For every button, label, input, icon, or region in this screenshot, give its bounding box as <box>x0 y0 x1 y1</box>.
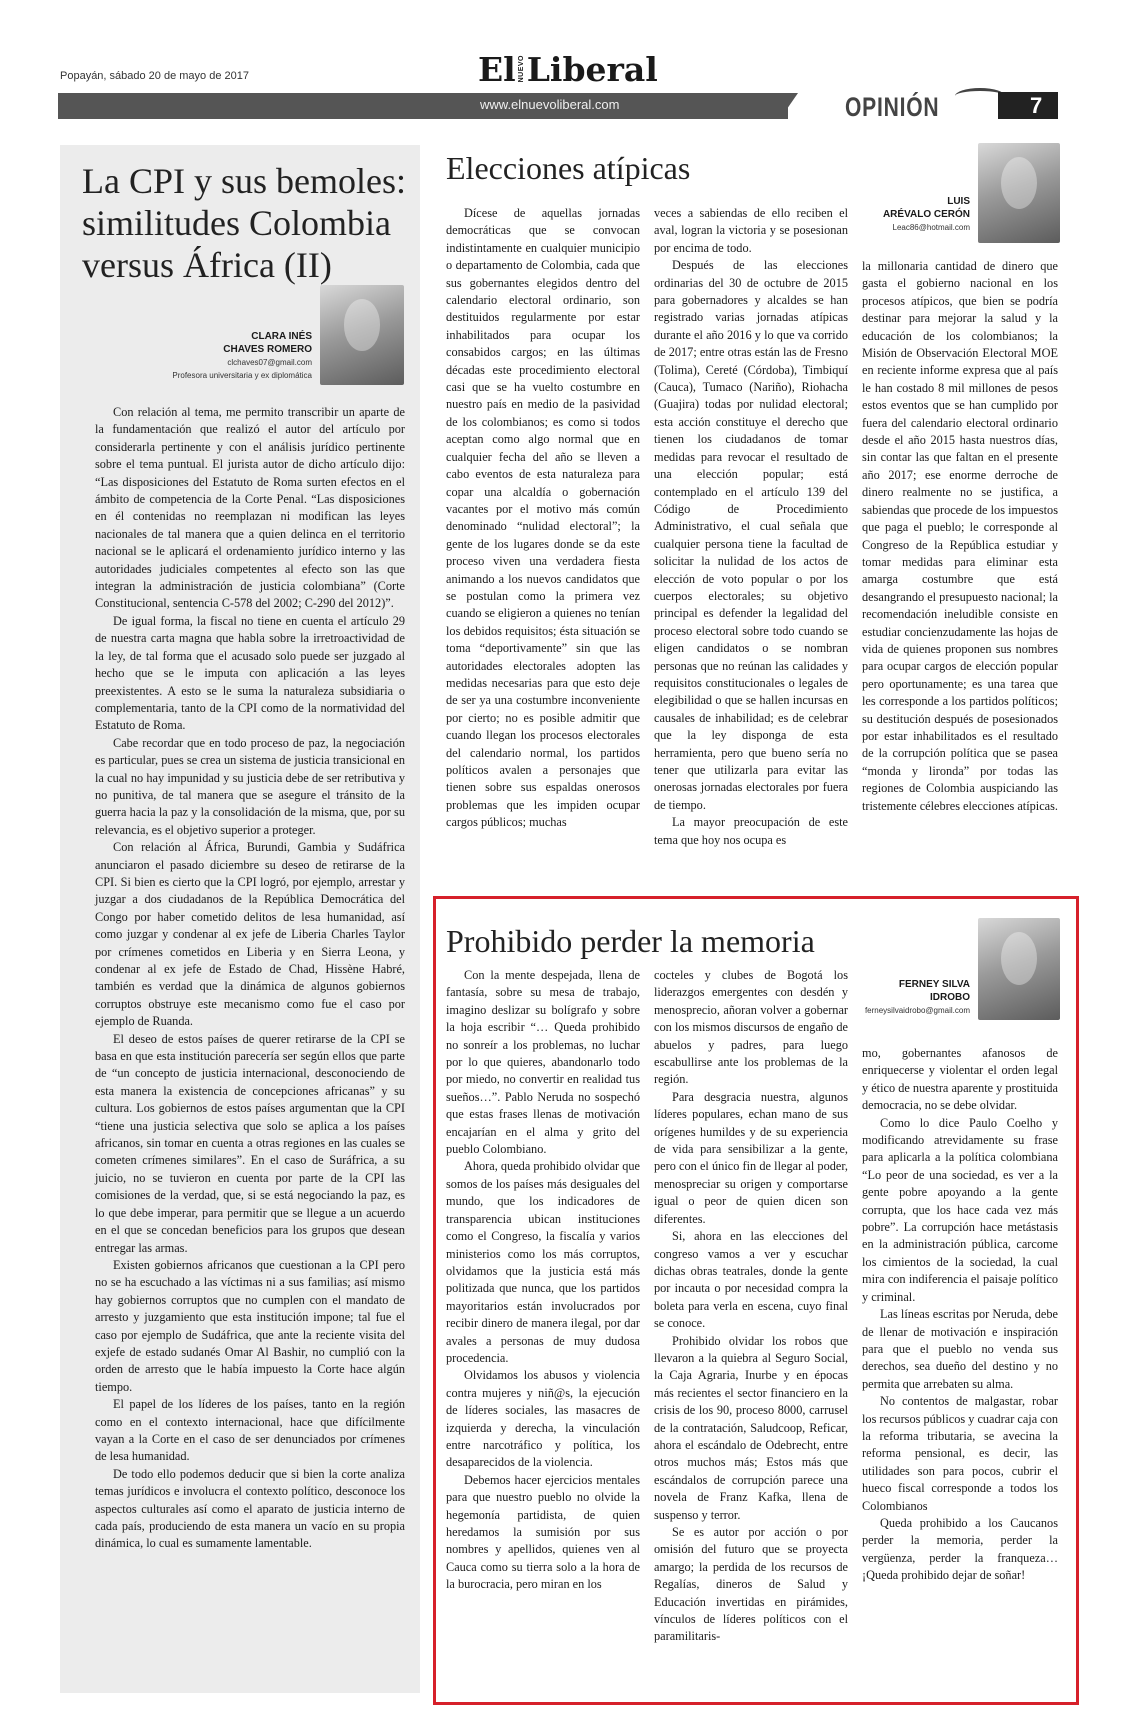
paragraph: Dícese de aquellas jornadas democráticas que se convocan indistintamente en cualquier municipio o departamento de Colombia, cada que sus gobernantes elegidos dentro del calendario electoral ordinario, son destituidos regularmente por estar inhabilitados para ocupar los consabidos cargos; en las últimas décadas este procedimiento electoral casi que se ha vuelto costumbre en nuestro país en medio de la pasividad de los colombianos; es como si todos aceptan como algo normal que en cualquier fecha del año se lleven a cabo eventos de esta naturaleza para copar una alcaldía o gobernación vacantes por el motivo más común denominado “nulidad electoral”; la gente de los lugares donde se da este proceso viven una verdadera fiesta animando a los nuevos candidatos que se postulan como la primera vez cuando se eligieron a quienes no tenían los debidos requisitos; ésta situación se toma “deportivamente” sin que las autoridades electorales adopten las medidas necesarias para que esto deje de ser ya una costumbre inconveniente por cierto; no es posible admitir que cuando llegan los procesos electorales del calendario normal, los partidos políticos avalen a personajes que tienen sobre sus espaldas onerosos problemas que les impiden ocupar cargos públicos; muchas <box>446 206 640 830</box>
paragraph: Si, ahora en las elecciones del congreso vamos a ver y escuchar dichas obras teatrales, donde la gente por incauta o por necesidad compra la boleta para verla en escena, cuyo final se conoce. <box>654 1229 848 1331</box>
author-email: ferneysilvaidrobo@gmail.com <box>864 1006 970 1015</box>
paragraph: Como lo dice Paulo Coelho y modificando atrevidamente su frase para aplicarla a la política colombiana “Lo peor de una sociedad, es ver a la gente pobre apoyando a la gente corrupta, que los hace cada vez más pobre”. La corrupción hace metástasis en la administración pública, carcome los cimientos de la sociedad, la cual mira con indiferencia el paisaje político y criminal. <box>862 1115 1058 1304</box>
author-name-line2: IDROBO <box>930 992 970 1003</box>
paragraph: Prohibido olvidar los robos que llevaron a la quiebra al Seguro Social, la Caja Agraria, Inurbe y en épocas más recientes el sector financiero en la crisis de los 90, proceso 8000, carrusel de la contratación, Saludcoop, Reficar, ahora el escándalo de Odebrecht, entre otros muchos más; Estos más que escándalos de corrupción parece una novela de Franz Kafka, llena de suspenso y terror. <box>654 1333 848 1522</box>
article-title-memoria: Prohibido perder la memoria <box>446 923 815 959</box>
article-body-elecciones-col3 <box>862 258 1058 815</box>
author-photo-ferney <box>978 918 1060 1020</box>
paragraph: Olvidamos los abusos y violencia contra mujeres y niñ@s, la ejecución de líderes sociales, las masacres de izquierda y derecha, la vinculación entre narcotráfico y política, los desaparecidos de la violencia. <box>446 1368 640 1470</box>
article-title-elecciones: Elecciones atípicas <box>446 150 691 186</box>
paragraph: Para desgracia nuestra, algunos líderes populares, echan mano de sus orígenes humildes y de su experiencia de vida para sensibilizar a la gente, pero con el único fin de llegar al poder, menospreciar su origen y comportarse igual o peor de quien dicen son diferentes. <box>654 1089 848 1226</box>
author-role: Profesora universitaria y ex diplomática <box>172 371 312 380</box>
author-email: clchaves07@gmail.com <box>227 358 312 367</box>
paragraph: De todo ello podemos deducir que si bien la corte analiza temas jurídicos e involucra el contexto político, desconoce los aspectos culturales así como el aparato de justicia interno de cada país, produciendo de esta manera un vacío en su propia dinámica, lo cual es sumamente lamentable. <box>95 1466 405 1551</box>
paragraph: El papel de los líderes de los países, tanto en la región como en el contexto internacional, hace que difícilmente vayan a la Corte en el caso de ser denunciados por crímenes de lesa humanidad. <box>95 1397 405 1464</box>
header-bar <box>58 93 788 119</box>
author-byline-luis <box>850 195 970 234</box>
author-photo-luis <box>978 143 1060 243</box>
paragraph: cocteles y clubes de Bogotá los liderazgos emergentes con desdén y menosprecio, añoran volver a gobernar con los mismos discursos de engaño de abuelos y padres, para luego escabullirse ante los problemas de la región. <box>654 968 848 1087</box>
paragraph: La mayor preocupación de este tema que hoy nos ocupa es <box>654 815 848 847</box>
paragraph: No contentos de malgastar, robar los recursos públicos y cuadrar caja con la reforma tributaria, se avecina la reforma pensional, es decir, las utilidades son para pocos, cubrir el hueco fiscal corresponde a todos los Colombianos <box>862 1394 1058 1513</box>
masthead-el: El <box>478 50 516 90</box>
article-body-elecciones-col1 <box>446 205 640 832</box>
paragraph: Debemos hacer ejercicios mentales para que nuestro pueblo no olvide la hegemonía partidista, de quien heredamos la sumisión por sus nombres y apellidos, quienes ven al Cauca como su tierra solo a la hora de la burocracia, pero miran en los <box>446 1472 640 1592</box>
author-name-line2: CHAVES ROMERO <box>223 344 312 355</box>
paragraph: Después de las elecciones ordinarias del 30 de octubre de 2015 para gobernadores y alcaldes se han registrado varias jornadas atípicas durante el año 2016 y lo que va corrido de 2017; entre otras están las de Fresno (Tolima), Cereté (Córdoba), Timbiquí (Cauca), Tumaco (Nariño), Riohacha (Guajira) todas por nulidad electoral; esta acción constituye el derecho que tienen los ciudadanos de tomar medidas para revocar el resultado de una elección popular; está contemplado en el artículo 139 del Código de Procedimiento Administrativo, el cual señala que cualquier persona tiene la facultad de solicitar la nulidad de los actos de elección de voto popular o por los cuerpos electorales; su objetivo principal es defender la legalidad del proceso electoral sobre todo cuando se eligen candidatos o se nombran personas que no reúnan las calidades y requisitos constitucionales o legales de elegibilidad o que se hallen incursas en causales de inhabilidad; es de celebrar que la ley disponga de esta herramienta, pero que bueno sería no tener que utilizarla para evitar las onerosas jornadas electorales por fuera de tiempo. <box>654 258 848 812</box>
paragraph: veces a sabiendas de ello reciben el aval, logran la victoria y se posesionan por encima de todo. <box>654 206 848 255</box>
website-url: www.elnuevoliberal.com <box>480 97 620 112</box>
author-name-line1: FERNEY SILVA <box>898 979 970 990</box>
author-name-line1: LUIS <box>947 196 970 207</box>
article-title-cpi: La CPI y sus bemoles: similitudes Colombia versus África (II) <box>82 161 406 285</box>
article-body-elecciones-col2 <box>654 205 848 849</box>
article-body-memoria-col3 <box>862 1045 1058 1585</box>
author-email: Leac86@hotmail.com <box>892 223 970 232</box>
author-photo-clara <box>320 285 404 385</box>
paragraph: Con relación al tema, me permito transcribir un aparte de la fundamentación que realizó el autor del artículo por considerarla pertinente y con el análisis jurídico pertinente sobre el tema puntual. El jurista autor de dicho artículo dijo: “Las disposiciones del Estatuto de Roma surten efectos en el ámbito de competencia de la Corte Penal. “Las disposiciones en él contenidas no reemplazan ni modifican las leyes nacionales de tal manera que a quien delinca en el territorio nacional se le aplicará el ordenamiento jurídico interno y las autoridades judiciales competentes al efecto son las que integran la administración de justicia colombiana” (Corte Constitucional, sentencia C-578 del 2002; C-290 del 2012)”. <box>95 405 405 611</box>
paragraph: Existen gobiernos africanos que cuestionan a la CPI pero no se ha escuchado a las víctimas ni a sus familias; así mismo hay gobiernos corruptos que no cumplen con el mandato de arresto y juzgamiento que esta institución impone; tal fue el caso por ejemplo de Sudáfrica, que ante la reciente visita del exjefe de estado sudanés Omar Al Bashir, no cumplió con la orden de arresto que le había impuesto la Corte hace algún tiempo. <box>95 1257 405 1394</box>
paragraph: Con relación al África, Burundi, Gambia y Sudáfrica anunciaron el pasado diciembre su deseo de retirarse de la CPI. Si bien es cierto que la CPI logró, por ejemplo, arrestar y juzgar a dos ciudadanos de la República Democrática del Congo por haber cometido delitos de lesa humanidad, así como juzgar y condenar al ex jefe de Liberia Charles Taylor por crímenes cometidos en Liberia y en Sierra Leona, y condenar al ex jefe de Estado de Chad, Hissène Habré, también es verdad que la dinámica de algunos gobiernos corruptos obstruye este mecanismo como fue el caso por ejemplo de Ruanda. <box>95 840 405 1029</box>
paragraph: El deseo de estos países de querer retirarse de la CPI se basa en que esta institución parecería ser según ellos que parte de “un concepto de justicia internacional, desconociendo de esta manera la existencia de concepciones africanas” y su cultura. Los gobiernos de estos países argumentan que la CPI “tiene una justicia selectiva que solo se aplica a los países africanos, sin tomar en cuenta a otras regiones en las cuales se cometen crímenes similares”. En el caso de Suráfrica, a su juicio, no se tuvieron en cuenta por parte de la CPI las comisiones de la verdad, que, si se está negociando la paz, es lo que debe imperar, para permitir que se llegue a un acuerdo en el que se concedan beneficios para los grupos que desean entregar las armas. <box>95 1031 405 1255</box>
paragraph: De igual forma, la fiscal no tiene en cuenta el artículo 29 de nuestra carta magna que habla sobre la irretroactividad de la ley, de tal forma que el acusado solo puede ser juzgado al hecho que se le imputa con aplicación a las leyes preexistentes. A esto se le suma la naturaleza subsidiaria o complementaria, tanto de la CPI como de la normatividad del Estatuto de Roma. <box>95 613 405 733</box>
page-number-box <box>998 92 1058 119</box>
paragraph: Las líneas escritas por Neruda, debe de llenar de motivación e inspiración para que el pueblo no venda sus derechos, sea dueño del destino y no permita que arrebaten su alma. <box>862 1307 1058 1391</box>
author-name-line2: ARÉVALO CERÓN <box>882 209 970 220</box>
article-body-cpi <box>95 404 405 1553</box>
masthead-nuevo: NUEVO <box>517 55 525 83</box>
paragraph: Se es autor por acción o por omisión del futuro que se proyecta amargo; la perdida de los recursos de Regalías, dineros de Salud y Educación invertidas en pirámides, vínculos de líderes políticos con el paramilitaris- <box>654 1525 848 1644</box>
section-title: OPINIÓN <box>845 92 940 122</box>
article-body-memoria-col1 <box>446 967 640 1594</box>
masthead-liberal: Liberal <box>526 50 658 90</box>
paragraph: Ahora, queda prohibido olvidar que somos de los países más desiguales del mundo, que los indicadores de transparencia ubican instituciones como el Congreso, la fiscalía y varios ministerios como los más corruptos, olvidamos que la justicia está más politizada que nunca, que los partidos mayoritarios están involucrados por recibir dinero de manera ilegal, por dar avales a personas de muy dudosa procedencia. <box>446 1159 640 1365</box>
masthead-logo <box>478 50 658 90</box>
header-bar-tail <box>780 93 798 119</box>
paragraph: Cabe recordar que en todo proceso de paz, la negociación es particular, pues se crea un sistema de justicia transicional en la cual no hay impunidad y su justicia debe de ser retributiva y no punitiva, de tal manera que se asegure el tránsito de la guerra hacia la paz y la consolidación de la misma, que, por su relevancia, es el objetivo superior a proteger. <box>95 735 405 837</box>
issue-date: Popayán, sábado 20 de mayo de 2017 <box>60 70 249 82</box>
author-name-line1: CLARA INÉS <box>251 331 312 342</box>
paragraph: la millonaria cantidad de dinero que gasta el gobierno nacional en los procesos atípicos, que bien se podría destinar para mejorar la salud y la educación de los colombianos; la Misión de Observación Electoral MOE en reciente informe expresa que al país le han costado 8 mil millones de pesos estos eventos que se han cumplido por fuera del calendario electoral ordinario desde el año 2015 hasta nuestros días, sin contar las que faltan en el presente año 2017; ese enorme derroche de dinero realmente no se justifica, a sabiendas que procede de los impuestos que paga el pueblo; le corresponde al Congreso de la República estudiar y tomar medidas para eliminar esta amarga costumbre que está desangrando el presupuesto nacional; la recomendación ineludible consiste en estudiar concienzudamente las hojas de vida de quienes proponen sus nombres para ocupar cargos de elección popular pero oportunamente; es una tarea que les corresponde a los partidos políticos; su destitución después de posesionados por estar inhabilitados es el resultado de la corrupción política que se pasea “monda y lironda” por todas las regiones de Colombia auspiciando las tristemente célebres elecciones atípicas. <box>862 259 1058 813</box>
page-number: 7 <box>1030 93 1043 118</box>
paragraph: Con la mente despejada, llena de fantasía, sobre su mesa de trabajo, imagino deslizar su bolígrafo y sobre la hoja escribir “… Queda prohibido no sonreír a los problemas, no luchar por lo que quieres, abandonarlo todo por miedo, no convertir en realidad tus sueños…”. Pablo Neruda no sospechó que estas frases llenas de motivación encajarían en el alma y grito del pueblo Colombiano. <box>446 968 640 1157</box>
paragraph: mo, gobernantes afanosos de enriquecerse y violentar el orden legal y ético de nuestra aparente y prostituida democracia, no se debe olvidar. <box>862 1046 1058 1113</box>
author-byline-ferney <box>850 978 970 1017</box>
article-body-memoria-col2 <box>654 967 848 1646</box>
paragraph: Queda prohibido a los Caucanos perder la memoria, perder la vergüenza, perder la franqueza… ¡Queda prohibido dejar de soñar! <box>862 1515 1058 1583</box>
author-byline-clara <box>150 330 312 382</box>
